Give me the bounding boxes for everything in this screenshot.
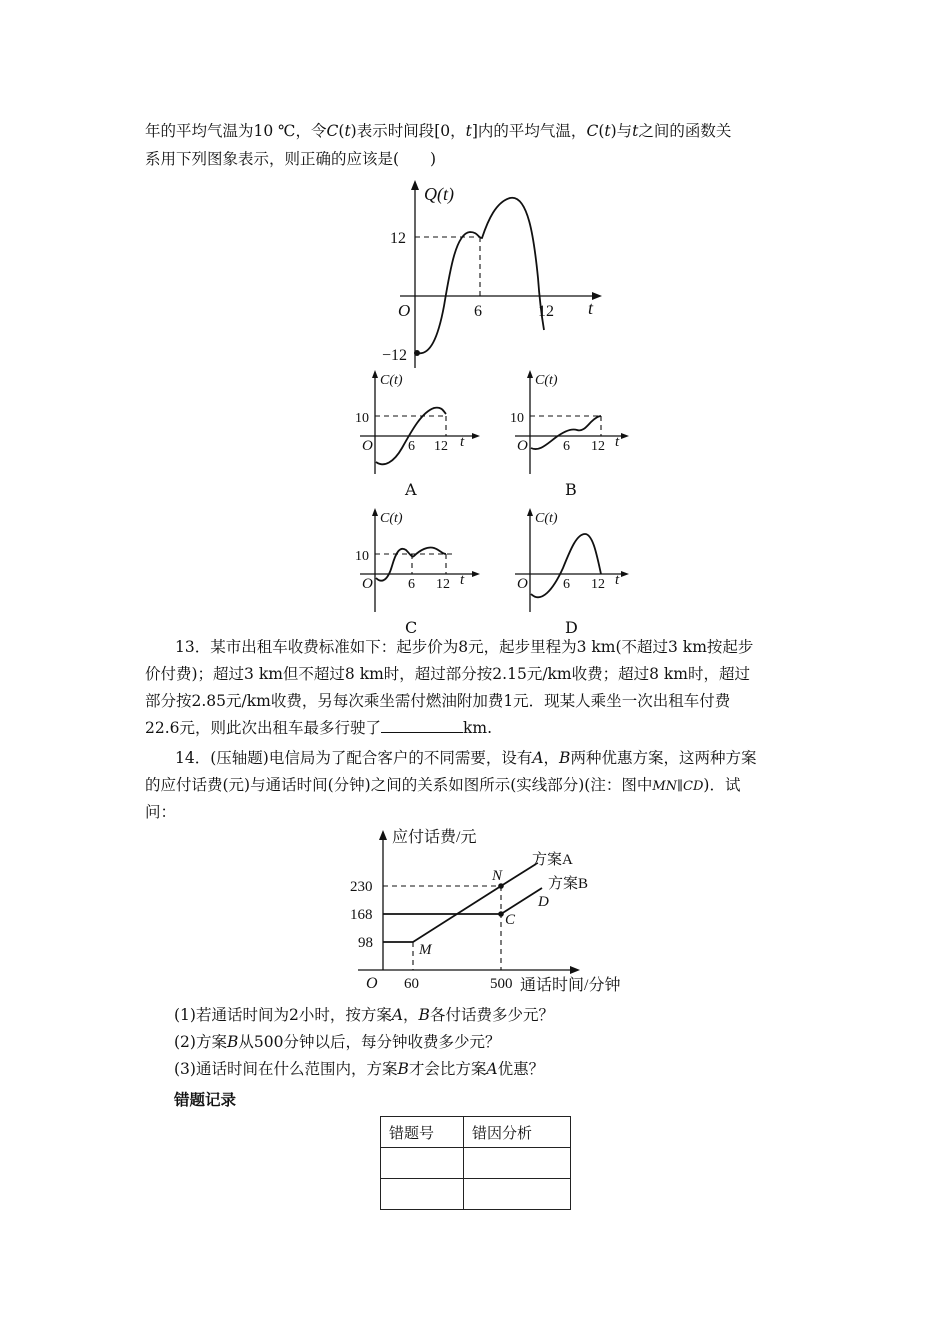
option-a-graph — [350, 366, 490, 476]
tick-6: 6 — [474, 303, 482, 320]
x-arrow — [592, 292, 602, 300]
option-a-letter: A — [405, 480, 417, 499]
col-header-analysis: 错因分析 — [464, 1117, 571, 1148]
option-d-letter: D — [565, 618, 578, 637]
origin: O — [398, 301, 411, 320]
origin: O — [362, 576, 373, 592]
sub-question-1: (1)若通话时间为2小时，按方案A，B各付话费多少元？ — [174, 1006, 554, 1024]
tick-10: 10 — [355, 411, 369, 426]
q12-line1: 年的平均气温为10 ℃，令C(t)表示时间段[0，t]内的平均气温，C(t)与t之间的函数关 — [145, 122, 732, 140]
tick-12: 12 — [591, 577, 605, 592]
y-label: C(t) — [380, 373, 403, 388]
x-arrow — [621, 571, 629, 577]
curve — [376, 547, 446, 580]
error-record-table — [380, 1116, 571, 1210]
x-arrow — [472, 433, 480, 439]
start-dot — [414, 350, 420, 356]
y-arrow — [527, 370, 533, 378]
q13-line2: 价付费)；超过3 km但不超过8 km时，超过部分按2.15元/km收费；超过8 km时，超过 — [145, 665, 751, 683]
tick-500: 500 — [490, 976, 513, 992]
col-header-number: 错题号 — [381, 1117, 464, 1148]
t-label: t — [460, 434, 465, 450]
table-cell[interactable] — [464, 1179, 571, 1210]
option-b-letter: B — [565, 480, 577, 499]
y-arrow — [527, 508, 533, 516]
y-label: 应付话费/元 — [392, 829, 477, 846]
y-label: C(t) — [535, 373, 558, 388]
tick-10: 10 — [355, 549, 369, 564]
y-arrow — [372, 370, 378, 378]
option-d-graph — [505, 504, 645, 614]
tick-230: 230 — [350, 879, 373, 895]
x-label: 通话时间/分钟 — [520, 977, 621, 994]
option-c-graph — [350, 504, 490, 614]
x-arrow — [472, 571, 480, 577]
q13-line1: 13．某市出租车收费标准如下：起步价为8元，起步里程为3 km(不超过3 km按起步 — [175, 638, 754, 656]
x-arrow — [621, 433, 629, 439]
label-m: M — [419, 942, 432, 958]
tick-98: 98 — [358, 935, 373, 951]
tick-x12: 12 — [538, 303, 554, 320]
plan-a-label: 方案A — [532, 852, 573, 868]
origin: O — [362, 438, 373, 454]
origin: O — [366, 975, 378, 992]
t-label: t — [615, 572, 620, 588]
table-cell[interactable] — [464, 1148, 571, 1179]
sub-question-2: (2)方案B从500分钟以后，每分钟收费多少元？ — [174, 1033, 501, 1051]
q14-line1: 14．(压轴题)电信局为了配合客户的不同需要，设有A，B两种优惠方案，这两种方案 — [175, 749, 757, 767]
y-arrow — [411, 180, 419, 190]
tick-10: 10 — [510, 411, 524, 426]
tick-6: 6 — [563, 439, 570, 454]
point-n-dot — [498, 883, 504, 889]
plan-a-line — [383, 864, 536, 942]
tick-6: 6 — [408, 439, 415, 454]
label-d: D — [538, 894, 549, 910]
label-c: C — [505, 912, 516, 928]
t-label: t — [615, 434, 620, 450]
q-label: Q(t) — [424, 184, 454, 204]
tick-6: 6 — [563, 577, 570, 592]
error-record-heading: 错题记录 — [174, 1091, 237, 1109]
x-arrow — [570, 966, 580, 974]
y-arrow — [372, 508, 378, 516]
plan-chart — [340, 822, 640, 1000]
q13-line4: 22.6元，则此次出租车最多行驶了 km. — [145, 715, 805, 742]
table-cell[interactable] — [381, 1148, 464, 1179]
y-label: C(t) — [380, 511, 403, 526]
option-c-letter: C — [405, 618, 418, 637]
label-n: N — [492, 868, 503, 884]
y-arrow — [379, 830, 387, 840]
point-c-dot — [498, 911, 504, 917]
t-label: t — [460, 572, 465, 588]
origin: O — [517, 576, 528, 592]
q12-line2: 系用下列图象表示，则正确的应该是( ) — [145, 150, 437, 168]
option-b-graph — [505, 366, 645, 476]
y-label: C(t) — [535, 511, 558, 526]
plan-b-label: 方案B — [548, 876, 589, 892]
tick-12: 12 — [434, 439, 448, 454]
origin: O — [517, 438, 528, 454]
main-q-graph — [360, 178, 610, 370]
tick-12: 12 — [436, 577, 450, 592]
answer-blank[interactable] — [381, 716, 463, 733]
tick-6: 6 — [408, 577, 415, 592]
tick-12: 12 — [591, 439, 605, 454]
sub-question-3: (3)通话时间在什么范围内，方案B才会比方案A优惠？ — [174, 1060, 545, 1078]
q14-line3: 问： — [145, 803, 177, 821]
q14-line2: 的应付话费(元)与通话时间(分钟)之间的关系如图所示(实线部分)(注：图中MN∥CD)．试 — [145, 776, 741, 794]
tick-12: 12 — [390, 230, 406, 247]
tick-neg12: −12 — [382, 347, 408, 364]
tick-60: 60 — [404, 976, 419, 992]
tick-168: 168 — [350, 907, 373, 923]
t-label: t — [588, 298, 594, 318]
q13-line3: 部分按2.85元/km收费，另每次乘坐需付燃油附加费1元．现某人乘坐一次出租车付费 — [145, 692, 731, 710]
table-cell[interactable] — [381, 1179, 464, 1210]
